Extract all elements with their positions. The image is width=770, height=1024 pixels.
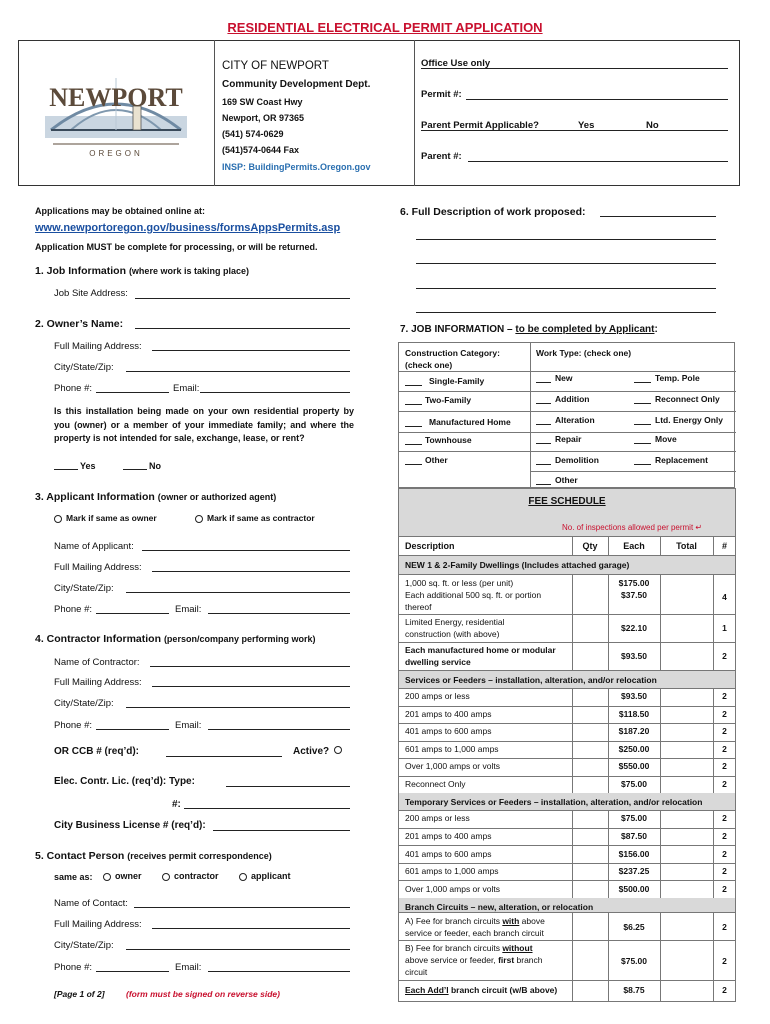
section-7-heading bbox=[400, 324, 658, 335]
branch-c-each-add: Each Add’l bbox=[405, 985, 449, 995]
contractor-email-label: Email: bbox=[175, 720, 202, 731]
owner-name-field[interactable] bbox=[135, 328, 350, 329]
owner-email-field[interactable] bbox=[200, 392, 350, 393]
col-total-header: Total bbox=[676, 541, 697, 551]
applicant-csz-field[interactable] bbox=[126, 592, 350, 593]
branch-c-each: $8.75 bbox=[623, 985, 645, 995]
work-type-check-field[interactable] bbox=[634, 464, 651, 465]
parent-no-label: Parent #: bbox=[421, 151, 462, 162]
fee-row-line bbox=[398, 574, 736, 575]
limited-energy-inspection-count: 1 bbox=[722, 623, 727, 633]
city-business-label: City Business License # (req’d): bbox=[54, 820, 206, 831]
manufactured-home-each: $93.50 bbox=[621, 651, 647, 661]
contact-applicant-option[interactable] bbox=[239, 871, 291, 881]
new-dwelling-additional-desc: Each additional 500 sq. ft. or portion bbox=[405, 590, 542, 600]
contractor-email-field[interactable] bbox=[208, 729, 350, 730]
branch-b-text: B) Fee for branch circuits bbox=[405, 943, 503, 953]
contact-mailing-field[interactable] bbox=[152, 928, 350, 929]
elec-lic-hash-label: #: bbox=[172, 799, 181, 810]
work-type-option-label: Move bbox=[655, 434, 677, 444]
section-5-heading bbox=[35, 850, 272, 862]
temp-row-3-description: 601 amps to 1,000 amps bbox=[405, 866, 499, 877]
temp-row-4-description: Over 1,000 amps or volts bbox=[405, 883, 500, 894]
job-info-row-line bbox=[530, 471, 736, 472]
own-residence-question: Is this installation being made on your own residential property by you (owner) or a member of your immediate family; and where the property is not intended for sale, exchange, lease, or rent? bbox=[54, 406, 354, 443]
fee-row-line bbox=[398, 863, 736, 864]
parent-no-field[interactable] bbox=[468, 161, 728, 162]
insp-link[interactable]: INSP: BuildingPermits.Oregon.gov bbox=[222, 162, 371, 172]
work-type-option-label: Other bbox=[555, 475, 578, 485]
contractor-mailing-label: Full Mailing Address: bbox=[54, 677, 142, 688]
branch-a-with: with bbox=[502, 916, 520, 926]
branch-b-desc-3: circuit bbox=[405, 967, 428, 977]
branch-b-without: without bbox=[502, 943, 533, 953]
owner-phone-label: Phone #: bbox=[54, 383, 93, 394]
office-use-line bbox=[421, 68, 728, 69]
service-row-4-each-fee: $550.00 bbox=[618, 761, 650, 772]
dept-name: Community Development Dept. bbox=[222, 79, 371, 90]
service-row-0-description: 200 amps or less bbox=[405, 691, 470, 702]
job-info-row-line bbox=[398, 371, 736, 372]
fee-row-line bbox=[398, 912, 736, 913]
active-label: Active? bbox=[293, 746, 330, 757]
service-row-2-description: 401 amps to 600 amps bbox=[405, 726, 492, 737]
work-type-check-field[interactable] bbox=[634, 443, 651, 444]
category-check-field[interactable] bbox=[405, 385, 422, 386]
job-info-row-line bbox=[398, 451, 530, 452]
work-type-option-label: Temp. Pole bbox=[655, 373, 700, 383]
section-7-dash: – bbox=[504, 324, 516, 335]
applicant-email-field[interactable] bbox=[208, 613, 350, 614]
category-check-field[interactable] bbox=[405, 444, 422, 445]
branch-a-desc-2: service or feeder, each branch circuit bbox=[405, 928, 544, 938]
contact-phone-label: Phone #: bbox=[54, 962, 93, 973]
contact-owner-label: owner bbox=[115, 871, 142, 881]
contractor-name-field[interactable] bbox=[150, 666, 350, 667]
permit-no-label: Permit #: bbox=[421, 89, 462, 100]
col-each-header: Each bbox=[623, 541, 645, 551]
fee-row-line bbox=[398, 828, 736, 829]
logo-subtext: OREGON bbox=[89, 149, 143, 158]
same-owner-label: Mark if same as owner bbox=[66, 513, 157, 523]
col-description-header: Description bbox=[405, 541, 455, 551]
logo-text: NEWPORT bbox=[49, 83, 183, 112]
service-row-0-each-fee: $93.50 bbox=[621, 691, 647, 702]
work-type-check-field[interactable] bbox=[536, 484, 551, 485]
manufactured-home-desc: Each manufactured home or modular bbox=[405, 645, 556, 655]
fee-row-line bbox=[398, 614, 736, 615]
job-info-divider bbox=[530, 342, 531, 488]
work-type-option-label: Alteration bbox=[555, 415, 595, 425]
temp-row-2-inspection-count: 2 bbox=[722, 848, 727, 859]
ccb-field[interactable] bbox=[166, 756, 282, 757]
branch-a-text-2: above bbox=[519, 916, 545, 926]
section-4-title: 4. Contractor Information bbox=[35, 633, 162, 645]
job-info-row-line bbox=[530, 411, 736, 412]
service-row-5-description: Reconnect Only bbox=[405, 778, 466, 789]
category-option-label: Two-Family bbox=[425, 395, 472, 405]
work-type-check-field[interactable] bbox=[634, 382, 651, 383]
permit-no-field[interactable] bbox=[466, 99, 728, 100]
contact-email-field[interactable] bbox=[208, 971, 350, 972]
work-type-option-label: Ltd. Energy Only bbox=[655, 415, 724, 425]
job-info-row-line bbox=[530, 432, 736, 433]
temp-row-2-each-fee: $156.00 bbox=[618, 848, 650, 859]
own-yes-label: Yes bbox=[80, 461, 96, 471]
new-dwelling-1000-each: $175.00 bbox=[618, 578, 650, 588]
job-info-row-line bbox=[530, 451, 736, 452]
section-1-note: (where work is taking place) bbox=[128, 266, 249, 276]
section-1-heading bbox=[35, 265, 249, 277]
job-info-row-line bbox=[398, 432, 530, 433]
fee-row-line bbox=[398, 845, 736, 846]
temp-row-4-each-fee: $500.00 bbox=[618, 883, 650, 894]
parent-no[interactable]: No bbox=[646, 120, 659, 131]
branch-b-text-2: above service or feeder, bbox=[405, 955, 499, 965]
section-services-feeders: Services or Feeders – installation, alteration, and/or relocation bbox=[405, 675, 657, 685]
contractor-name-label: Name of Contractor: bbox=[54, 657, 140, 668]
col-inspections-header: # bbox=[721, 541, 727, 551]
work-type-check-field[interactable] bbox=[536, 443, 551, 444]
section-new-dwellings: NEW 1 & 2-Family Dwellings (Includes attached garage) bbox=[405, 560, 630, 570]
section-temporary-services: Temporary Services or Feeders – installation, alteration, and/or relocation bbox=[405, 797, 703, 807]
service-row-1-description: 201 amps to 400 amps bbox=[405, 708, 492, 719]
branch-c-rest: branch circuit (w/B above) bbox=[448, 985, 558, 995]
branch-b-each: $75.00 bbox=[621, 956, 647, 966]
new-dwelling-1000-desc: 1,000 sq. ft. or less (per unit) bbox=[405, 578, 514, 588]
category-option-label: Other bbox=[425, 455, 448, 465]
section-branch-circuits: Branch Circuits – new, alteration, or relocation bbox=[405, 902, 594, 912]
new-dwelling-additional-each: $37.50 bbox=[621, 590, 647, 600]
same-contractor-option[interactable] bbox=[195, 513, 315, 523]
owner-phone-field[interactable] bbox=[96, 392, 169, 393]
same-owner-option[interactable] bbox=[54, 513, 157, 523]
temp-row-1-each-fee: $87.50 bbox=[621, 830, 647, 841]
section-7-note: to be completed by Applicant bbox=[515, 324, 655, 335]
bridge-logo-icon bbox=[41, 58, 191, 168]
work-type-option-label: New bbox=[555, 373, 573, 383]
owner-csz-field[interactable] bbox=[126, 371, 350, 372]
section-5-title: 5. Contact Person bbox=[35, 850, 125, 862]
service-row-1-each-fee: $118.50 bbox=[618, 708, 650, 719]
section-6-title: 6. Full Description of work proposed: bbox=[400, 206, 586, 218]
applicant-name-field[interactable] bbox=[142, 550, 350, 551]
radio-icon[interactable] bbox=[103, 873, 111, 881]
temp-row-0-inspection-count: 2 bbox=[722, 813, 727, 824]
contact-csz-field[interactable] bbox=[126, 949, 350, 950]
fee-row-line bbox=[398, 741, 736, 742]
header-divider-2 bbox=[414, 40, 415, 186]
contact-email-label: Email: bbox=[175, 962, 202, 973]
job-info-row-line bbox=[398, 411, 530, 412]
description-line-4[interactable] bbox=[416, 288, 716, 289]
temp-row-1-inspection-count: 2 bbox=[722, 830, 727, 841]
description-line-3[interactable] bbox=[416, 263, 716, 264]
fee-row-line bbox=[398, 776, 736, 777]
work-type-option-label: Repair bbox=[555, 434, 582, 444]
forms-url-link[interactable]: www.newportoregon.gov/business/formsAppsPermits.asp bbox=[35, 222, 341, 234]
limited-energy-desc-2: construction (with above) bbox=[405, 629, 500, 639]
col-qty-header: Qty bbox=[582, 541, 598, 551]
work-type-option-label: Demolition bbox=[555, 455, 599, 465]
page-number: [Page 1 of 2] bbox=[54, 989, 105, 999]
section-7-title: 7. JOB INFORMATION bbox=[400, 324, 505, 335]
work-type-check-field[interactable] bbox=[536, 424, 551, 425]
arrow-down-icon: ↵ bbox=[695, 523, 703, 532]
work-type-check-field[interactable] bbox=[634, 403, 651, 404]
city-business-field[interactable] bbox=[213, 830, 350, 831]
branch-b-inspection-count: 2 bbox=[722, 956, 727, 966]
branch-a-text: A) Fee for branch circuits bbox=[405, 916, 503, 926]
category-option-label: Manufactured Home bbox=[429, 417, 511, 427]
work-type-check-field[interactable] bbox=[536, 382, 551, 383]
manufactured-home-desc-2: dwelling service bbox=[405, 657, 471, 667]
description-line-5[interactable] bbox=[416, 312, 716, 313]
owner-mailing-field[interactable] bbox=[152, 350, 350, 351]
same-as-label: same as: bbox=[54, 872, 93, 882]
job-site-field[interactable] bbox=[135, 298, 350, 299]
applicant-email-label: Email: bbox=[175, 604, 202, 615]
applicant-csz-label: City/State/Zip: bbox=[54, 583, 114, 594]
owner-name-label: 2. Owner’s Name: bbox=[35, 318, 124, 330]
contact-mailing-label: Full Mailing Address: bbox=[54, 919, 142, 930]
service-row-3-description: 601 amps to 1,000 amps bbox=[405, 743, 499, 754]
service-row-4-inspection-count: 2 bbox=[722, 761, 727, 772]
section-3-title: 3. Applicant Information bbox=[35, 491, 155, 503]
branch-b-desc-2 bbox=[405, 955, 570, 966]
temp-row-3-each-fee: $237.25 bbox=[618, 866, 650, 877]
temp-row-2-description: 401 amps to 600 amps bbox=[405, 848, 492, 859]
fee-col-line bbox=[572, 536, 573, 1002]
parent-applicable-label: Parent Permit Applicable? bbox=[421, 120, 539, 131]
section-4-heading bbox=[35, 633, 315, 645]
section-5-note: (receives permit correspondence) bbox=[127, 851, 272, 861]
parent-line bbox=[421, 130, 728, 131]
own-no-label: No bbox=[149, 461, 161, 471]
service-row-3-inspection-count: 2 bbox=[722, 743, 727, 754]
contact-csz-label: City/State/Zip: bbox=[54, 940, 114, 951]
branch-b-text-3: branch bbox=[514, 955, 543, 965]
job-info-row-line bbox=[398, 391, 530, 392]
fee-row-line bbox=[398, 940, 736, 941]
category-option-label: Townhouse bbox=[425, 435, 472, 445]
service-row-3-each-fee: $250.00 bbox=[618, 743, 650, 754]
category-option-label: Single-Family bbox=[429, 376, 485, 386]
service-row-2-inspection-count: 2 bbox=[722, 726, 727, 737]
newport-logo bbox=[18, 40, 214, 186]
office-use-label: Office Use only bbox=[421, 58, 491, 69]
branch-a-desc bbox=[405, 916, 570, 927]
contact-owner-option[interactable] bbox=[103, 871, 142, 881]
radio-icon[interactable] bbox=[239, 873, 247, 881]
parent-yes[interactable]: Yes bbox=[578, 120, 595, 131]
radio-icon[interactable] bbox=[162, 873, 170, 881]
branch-b-desc bbox=[405, 943, 570, 954]
dept-fax: (541)574-0644 Fax bbox=[222, 145, 300, 155]
temp-row-0-description: 200 amps or less bbox=[405, 813, 470, 824]
applicant-phone-label: Phone #: bbox=[54, 604, 93, 615]
applicant-mailing-field[interactable] bbox=[152, 571, 350, 572]
obtain-text: Applications may be obtained online at: bbox=[35, 206, 206, 216]
section-3-note: (owner or authorized agent) bbox=[157, 492, 277, 502]
section-4-note: (person/company performing work) bbox=[163, 634, 316, 644]
city-name: CITY OF NEWPORT bbox=[222, 60, 329, 72]
category-check-field[interactable] bbox=[405, 426, 422, 427]
temp-row-3-inspection-count: 2 bbox=[722, 866, 727, 877]
contact-applicant-label: applicant bbox=[251, 871, 291, 881]
fee-row-line bbox=[398, 723, 736, 724]
contact-contractor-label: contractor bbox=[174, 871, 219, 881]
fee-row-line bbox=[398, 536, 736, 537]
dept-address: 169 SW Coast Hwy bbox=[222, 97, 303, 107]
branch-c-desc bbox=[405, 985, 570, 996]
branch-b-first: first bbox=[498, 955, 515, 965]
description-line-2[interactable] bbox=[416, 239, 716, 240]
owner-csz-label: City/State/Zip: bbox=[54, 362, 114, 373]
service-row-5-inspection-count: 2 bbox=[722, 778, 727, 789]
limited-energy-each: $22.10 bbox=[621, 623, 647, 633]
new-dwelling-inspection-count: 4 bbox=[722, 592, 727, 602]
fee-row-line bbox=[398, 980, 736, 981]
elec-lic-type-field[interactable] bbox=[226, 786, 350, 787]
same-contractor-label: Mark if same as contractor bbox=[207, 513, 315, 523]
own-no-field[interactable] bbox=[123, 469, 147, 470]
manufactured-home-inspection-count: 2 bbox=[722, 651, 727, 661]
ccb-label: OR CCB # (req’d): bbox=[54, 746, 139, 757]
must-complete-text: Application MUST be complete for processing, or will be returned. bbox=[35, 242, 318, 252]
construction-category-label: Construction Category: bbox=[405, 348, 500, 358]
work-type-check-field[interactable] bbox=[634, 424, 651, 425]
owner-mailing-label: Full Mailing Address: bbox=[54, 341, 142, 352]
applicant-phone-field[interactable] bbox=[96, 613, 169, 614]
elec-lic-label: Elec. Contr. Lic. (req’d): Type: bbox=[54, 776, 195, 787]
service-row-1-inspection-count: 2 bbox=[722, 708, 727, 719]
own-yes-field[interactable] bbox=[54, 469, 78, 470]
work-type-label: Work Type: (check one) bbox=[536, 348, 632, 358]
branch-a-each: $6.25 bbox=[623, 922, 645, 932]
contact-phone-field[interactable] bbox=[96, 971, 169, 972]
contact-name-field[interactable] bbox=[134, 907, 350, 908]
work-type-option-label: Replacement bbox=[655, 455, 708, 465]
fee-row-line bbox=[398, 810, 736, 811]
fee-schedule-title: FEE SCHEDULE bbox=[528, 496, 606, 507]
section-7-colon: : bbox=[654, 324, 658, 335]
work-type-check-field[interactable] bbox=[536, 403, 551, 404]
active-radio-icon[interactable] bbox=[334, 746, 342, 754]
contractor-csz-field[interactable] bbox=[126, 707, 350, 708]
fee-row-line bbox=[398, 758, 736, 759]
service-row-2-each-fee: $187.20 bbox=[618, 726, 650, 737]
sign-reverse-note: (form must be signed on reverse side) bbox=[126, 989, 280, 999]
service-row-0-inspection-count: 2 bbox=[722, 691, 727, 702]
contractor-mailing-field[interactable] bbox=[152, 686, 350, 687]
temp-row-4-inspection-count: 2 bbox=[722, 883, 727, 894]
inspections-allowed-text: No. of inspections allowed per permit bbox=[562, 523, 694, 532]
contractor-phone-field[interactable] bbox=[96, 729, 169, 730]
page-title: RESIDENTIAL ELECTRICAL PERMIT APPLICATION bbox=[227, 20, 543, 35]
new-dwelling-thereof-desc: thereof bbox=[405, 602, 432, 612]
work-type-option-label: Addition bbox=[555, 394, 590, 404]
applicant-mailing-label: Full Mailing Address: bbox=[54, 562, 142, 573]
inspections-allowed-note bbox=[562, 523, 702, 532]
fee-col-line bbox=[660, 536, 661, 1002]
job-info-row-line bbox=[530, 391, 736, 392]
temp-row-0-each-fee: $75.00 bbox=[621, 813, 647, 824]
dept-phone: (541) 574-0629 bbox=[222, 129, 284, 139]
contractor-csz-label: City/State/Zip: bbox=[54, 698, 114, 709]
description-line-1[interactable] bbox=[600, 216, 716, 217]
category-check-field[interactable] bbox=[405, 464, 422, 465]
radio-icon[interactable] bbox=[195, 515, 203, 523]
elec-lic-number-field[interactable] bbox=[184, 808, 350, 809]
section-3-heading bbox=[35, 491, 276, 503]
contact-contractor-option[interactable] bbox=[162, 871, 219, 881]
fee-row-line bbox=[398, 688, 736, 689]
fee-row-line bbox=[398, 642, 736, 643]
work-type-check-field[interactable] bbox=[536, 464, 551, 465]
temp-row-1-description: 201 amps to 400 amps bbox=[405, 830, 492, 841]
service-row-5-each-fee: $75.00 bbox=[621, 778, 647, 789]
fee-row-line bbox=[398, 880, 736, 881]
dept-citystate: Newport, OR 97365 bbox=[222, 113, 305, 123]
job-site-label: Job Site Address: bbox=[54, 288, 128, 299]
category-check-field[interactable] bbox=[405, 404, 422, 405]
contractor-phone-label: Phone #: bbox=[54, 720, 93, 731]
service-row-4-description: Over 1,000 amps or volts bbox=[405, 761, 500, 772]
check-one-label: (check one) bbox=[405, 360, 453, 370]
branch-a-inspection-count: 2 bbox=[722, 922, 727, 932]
section-1-title: 1. Job Information bbox=[35, 265, 127, 277]
limited-energy-desc: Limited Energy, residential bbox=[405, 617, 505, 627]
radio-icon[interactable] bbox=[54, 515, 62, 523]
branch-c-inspection-count: 2 bbox=[722, 985, 727, 995]
work-type-option-label: Reconnect Only bbox=[655, 394, 720, 404]
contact-name-label: Name of Contact: bbox=[54, 898, 128, 909]
applicant-name-label: Name of Applicant: bbox=[54, 541, 134, 552]
fee-row-line bbox=[398, 706, 736, 707]
header-divider bbox=[214, 40, 215, 186]
owner-email-label: Email: bbox=[173, 383, 200, 394]
